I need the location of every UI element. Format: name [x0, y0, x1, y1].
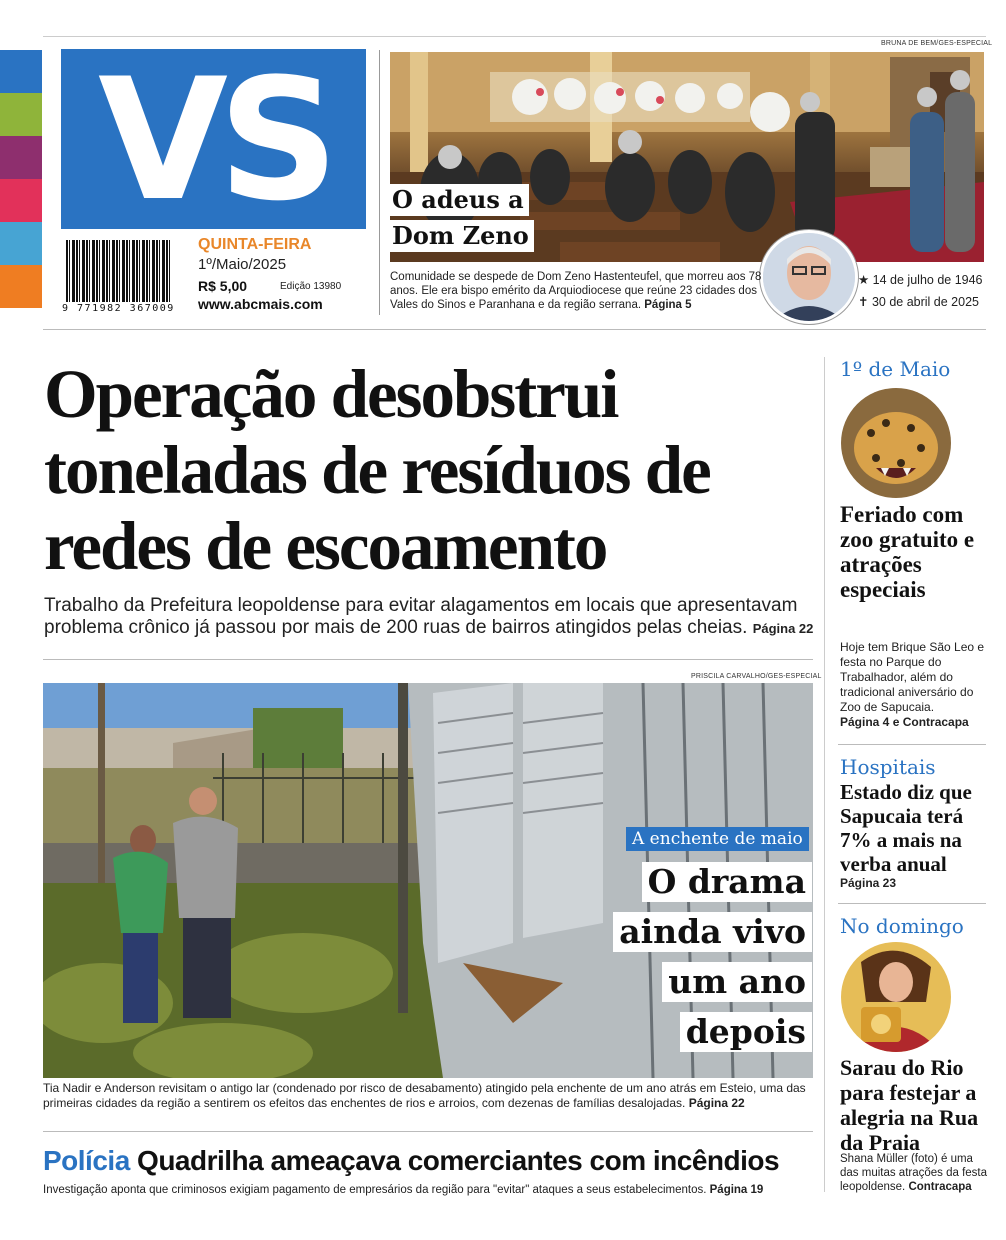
flood-title-line4: depois	[680, 1012, 812, 1052]
sidebar-item2-page-ref[interactable]: Página 23	[840, 876, 897, 890]
sidebar-item1-page-ref[interactable]: Página 4 e Contracapa	[840, 715, 969, 729]
top-story-title-line2[interactable]: Dom Zeno	[387, 220, 534, 252]
top-story-body: Comunidade se despede de Dom Zeno Hastenteufel, que morreu aos 78 anos. Ele era bispo emérito da Arquiodiocese que reúne 23 cidades dos Vales do Sinos e Paranhana e da região serrana.	[390, 271, 762, 311]
strip-block-green	[0, 93, 42, 136]
top-rule	[43, 36, 986, 37]
strip-block-red	[0, 179, 42, 222]
issue-date: 1º/Maio/2025	[198, 256, 287, 273]
sidebar-rule1	[838, 744, 986, 745]
main-deck-text: Trabalho da Prefeitura leopoldense para evitar alagamentos em locais que apresentavam problema crônico já passou por mais de 200 ruas de bairros atingidos pelas cheias.	[44, 595, 798, 638]
sidebar-item3-summary	[840, 1152, 992, 1194]
police-kicker: Polícia	[43, 1145, 130, 1176]
sidebar-rule2	[838, 903, 986, 904]
police-page-ref[interactable]: Página 19	[709, 1184, 764, 1196]
sidebar-item1-kicker[interactable]: 1º de Maio	[840, 357, 951, 381]
singer-photo[interactable]	[841, 942, 951, 1052]
sidebar-item2-kicker[interactable]: Hospitais	[840, 755, 936, 779]
strip-block-lightblue	[0, 222, 42, 265]
barcode	[66, 240, 171, 302]
flood-title-line1: O drama	[642, 862, 812, 902]
flood-label[interactable]: A enchente de maio	[626, 827, 809, 851]
photo-credit-flood: PRISCILA CARVALHO/GES-ESPECIAL	[691, 673, 822, 680]
dom-zeno-portrait[interactable]	[760, 230, 858, 324]
flood-caption	[43, 1081, 813, 1111]
masthead-divider	[379, 50, 380, 315]
barcode-number: 9 771982 367009	[62, 303, 175, 314]
top-story-text	[390, 270, 762, 312]
flood-page-ref[interactable]: Página 22	[688, 1096, 745, 1110]
jaguar-photo[interactable]	[841, 388, 951, 498]
main-deck	[44, 595, 819, 640]
issue-edition: Edição 13980	[280, 281, 342, 292]
issue-price: R$ 5,00	[198, 278, 248, 294]
strip-block-orange	[0, 265, 42, 308]
portrait-illustration	[763, 233, 855, 321]
strip-block-blue	[0, 50, 42, 93]
flood-caption-text: Tia Nadir e Anderson revisitam o antigo lar (condenado por risco de desabamento) atingido pela enchente de um ano atrás em Esteio, uma das primeiras cidades da região a sentirem os efeitos das enchentes de rios e arroios, com dezenas de famílias desalojadas.	[43, 1081, 806, 1110]
newspaper-logo[interactable]: VS	[97, 42, 329, 238]
police-headline[interactable]	[43, 1145, 779, 1177]
sidebar-item1-headline[interactable]: Feriado com zoo gratuito e atrações especiais	[840, 502, 975, 602]
jaguar-illustration	[841, 388, 951, 498]
issue-day: QUINTA-FEIRA	[198, 236, 312, 253]
strip-block-purple	[0, 136, 42, 179]
main-story-rule	[43, 659, 813, 660]
main-page-ref[interactable]: Página 22	[752, 621, 814, 636]
flood-title-line3: um ano	[662, 962, 812, 1002]
sidebar-item3-text: Shana Müller (foto) é uma das muitas atrações da festa leopoldense.	[840, 1153, 988, 1193]
main-headline[interactable]: Operação desobstrui toneladas de resíduos de redes de escoamento	[44, 356, 710, 584]
born-date: ★ 14 de julho de 1946	[858, 273, 983, 287]
flood-title-line2: ainda vivo	[613, 912, 812, 952]
police-summary	[43, 1184, 763, 1196]
masthead-bottom-rule	[43, 329, 986, 330]
sidebar-item3-kicker[interactable]: No domingo	[840, 914, 964, 938]
police-text: Investigação aponta que criminosos exigiam pagamento de empresários da região para "evitar" ataques a seus estabelecimentos.	[43, 1184, 707, 1196]
website-link[interactable]: www.abcmais.com	[198, 296, 323, 312]
sidebar-item1-text: Hoje tem Brique São Leo e festa no Parque do Trabalhador, além do tradicional aniversário do Zoo de Sapucaia.	[840, 640, 985, 714]
top-story-title-line1[interactable]: O adeus a	[387, 184, 529, 216]
death-date: ✝ 30 de abril de 2025	[858, 295, 979, 309]
photo-credit-top: BRUNA DE BEM/GES-ESPECIAL	[881, 40, 993, 47]
flood-title[interactable]	[590, 862, 812, 1052]
sidebar-item3-headline[interactable]: Sarau do Rio para festejar a alegria na Rua da Praia	[840, 1055, 979, 1155]
police-headline-text: Quadrilha ameaçava comerciantes com incêndios	[137, 1145, 780, 1176]
top-story-page-ref[interactable]: Página 5	[644, 299, 692, 311]
singer-illustration	[841, 942, 951, 1052]
sidebar-divider	[824, 357, 825, 1192]
police-rule	[43, 1131, 813, 1132]
sidebar-item2-headline[interactable]: Estado diz que Sapucaia terá 7% a mais na verba anual	[840, 780, 972, 876]
sidebar-item3-page-ref[interactable]: Contracapa	[908, 1181, 972, 1193]
